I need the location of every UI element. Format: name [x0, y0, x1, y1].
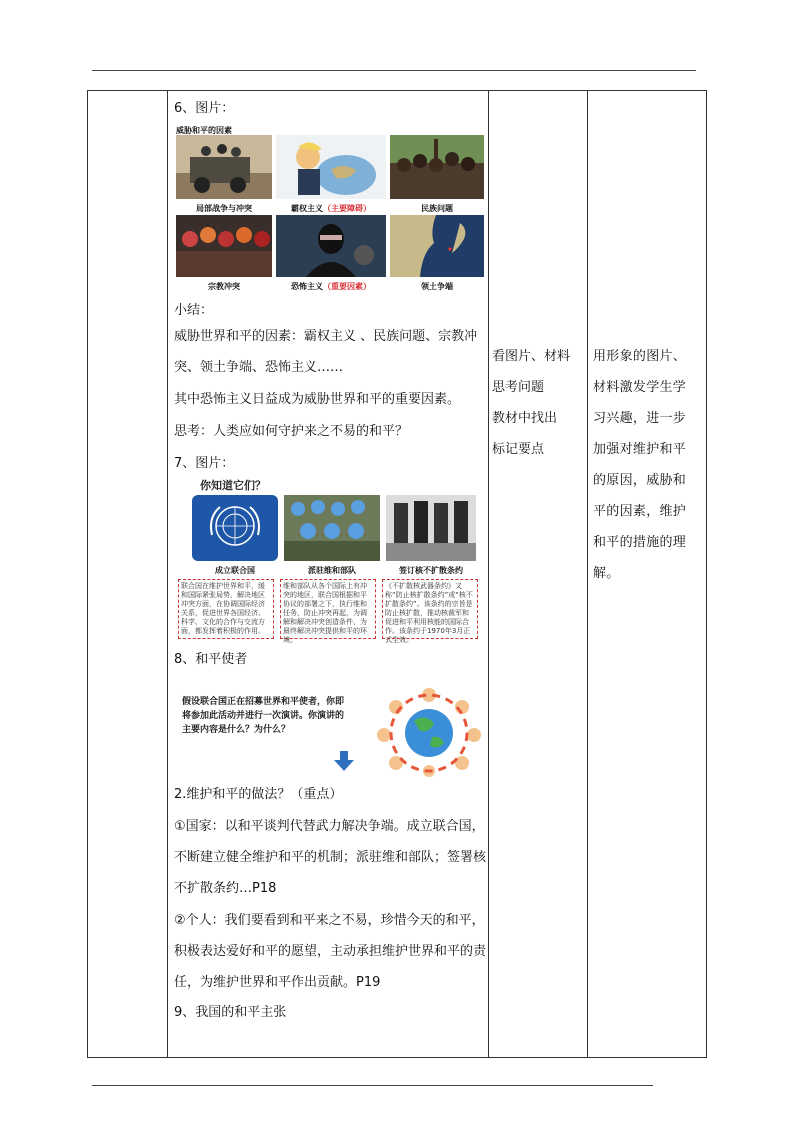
intent-line: 加强对维护和平 — [593, 442, 687, 457]
sec6-heading: 6、图片： — [174, 101, 235, 116]
activity-line: 看图片、材料 — [492, 349, 571, 364]
sec7-heading: 7、图片： — [174, 456, 235, 471]
design-intent — [593, 341, 705, 589]
caption-peacekeepers: 派驻维和部队 — [308, 566, 356, 575]
activity-line: 教材中找出 — [492, 411, 558, 426]
think-question: 思考：人类应如何守护来之不易的和平？ — [174, 424, 409, 439]
intent-line: 的原因，威胁和 — [593, 473, 687, 488]
terrorism-image — [276, 215, 386, 277]
territorial-dispute-map — [390, 215, 484, 277]
personal-measures: ②个人：我们要看到和平来之不易，珍惜今天的和平，积极表达爱好和平的愿望，主动承担维护世界和平的责任，为维护世界和平作出贡献。P19 — [174, 913, 487, 990]
religious-conflict-image — [176, 215, 272, 277]
ethnic-issues-image — [390, 135, 484, 199]
summary-terrorism: 其中恐怖主义日益成为威胁世界和平的重要因素。 — [174, 392, 461, 407]
down-arrow-icon — [334, 751, 354, 771]
caption-ethnic: 民族问题 — [421, 204, 453, 213]
threats-picture — [174, 123, 486, 291]
note-un: 联合国在维护世界和平，缓和国际紧张局势，解决地区冲突方面，在协调国际经济关系，促进世界各国经济、科学、文化的合作与交流方面，都发挥着积极的作用。 — [178, 579, 274, 639]
caption-treaty: 签订核不扩散条约 — [399, 566, 463, 575]
sec8-heading: 8、和平使者 — [174, 652, 248, 667]
caption-war: 局部战争与冲突 — [196, 204, 252, 213]
caption-territory: 领土争端 — [421, 282, 453, 291]
hegemony-cartoon-image — [276, 135, 386, 199]
caption-terrorism: 恐怖主义（重要因素） — [291, 282, 371, 291]
student-activity — [492, 341, 586, 465]
caption-un: 成立联合国 — [215, 566, 255, 575]
header-rule — [92, 70, 696, 71]
un-emblem-image — [192, 495, 278, 561]
children-globe-image — [374, 685, 484, 777]
col-divider-2 — [488, 91, 489, 1057]
intent-line: 平的因素，维护 — [593, 504, 687, 519]
activity-line: 标记要点 — [492, 442, 545, 457]
col-divider-3 — [587, 91, 588, 1057]
summary-label: 小结： — [174, 303, 214, 318]
peace-envoy-picture — [174, 685, 486, 777]
intent-line: 用形象的图片、 — [593, 349, 687, 364]
caption-hegemony: 霸权主义（主要障碍） — [291, 204, 371, 213]
col-divider-1 — [167, 91, 168, 1057]
intent-line: 习兴趣，进一步 — [593, 411, 687, 426]
caption-religious: 宗教冲突 — [208, 282, 240, 291]
sec2-heading: 2.维护和平的做法？（重点） — [174, 787, 343, 802]
intent-line: 和平的措施的理 — [593, 535, 687, 550]
activity-line: 思考问题 — [492, 380, 545, 395]
country-measures: ①国家：以和平谈判代替武力解决争端。成立联合国，不断建立健全维护和平的机制；派驻维和部队；签署核不扩散条约…P18 — [174, 819, 487, 896]
peace-measures-picture — [174, 475, 486, 643]
peacekeepers-image — [284, 495, 380, 561]
intent-line: 解。 — [593, 566, 620, 581]
sec9-heading: 9、我国的和平主张 — [174, 1005, 287, 1020]
summary-threats: 威胁世界和平的因素：霸权主义 、民族问题、宗教冲突、领土争端、恐怖主义…… — [174, 329, 478, 375]
intent-line: 材料激发学生学 — [593, 380, 687, 395]
note-treaty: 《不扩散核武器条约》又称“防止核扩散条约”或“核不扩散条约”。该条约的宗旨是防止核扩散，推动核裁军和促进和平利用核能的国际合作。该条约于1970年3月正式生效。 — [382, 579, 478, 639]
lesson-table — [87, 90, 707, 1058]
note-peacekeepers: 维和部队从各个国际上有冲突的地区，联合国根据和平协议的部署之下，执行维和任务，防止冲突再起，为调解和解决冲突创造条件，为最终解决冲突提供和平的环境。 — [280, 579, 376, 639]
footer-rule — [92, 1085, 653, 1086]
banner-text: 你知道它们？ — [200, 479, 266, 492]
threats-picture-title: 威胁和平的因素 — [176, 126, 232, 135]
treaty-signing-image — [386, 495, 476, 561]
envoy-prompt: 假设联合国正在招募世界和平使者，你即将参加此活动并进行一次演讲。你演讲的主要内容是什么？为什么？ — [182, 697, 345, 735]
war-conflict-image — [176, 135, 272, 199]
